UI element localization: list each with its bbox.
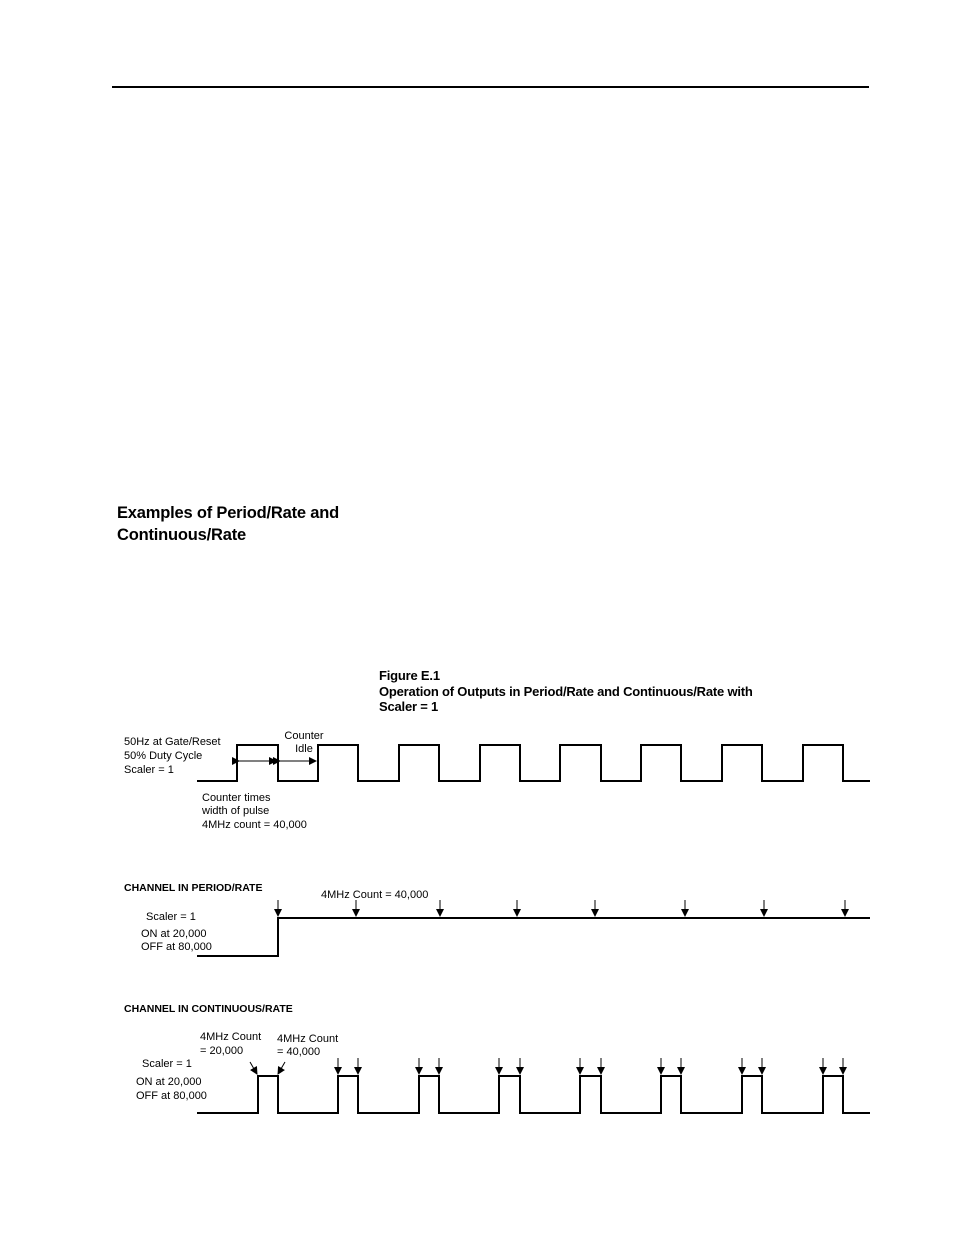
period-rate-on: ON at 20,000 [141, 928, 207, 940]
continuous-count2-line2: = 40,000 [277, 1046, 321, 1058]
continuous-rate-off: OFF at 80,000 [136, 1090, 207, 1102]
section-heading-line2: Continuous/Rate [117, 526, 246, 544]
continuous-rate-title: CHANNEL IN CONTINUOUS/RATE [124, 1003, 293, 1015]
period-rate-title: CHANNEL IN PERIOD/RATE [124, 882, 263, 894]
continuous-count1-line1: 4MHz Count [200, 1031, 262, 1043]
figure-title-line1: Operation of Outputs in Period/Rate and Continuous/Rate with [379, 683, 753, 699]
continuous-rate-on: ON at 20,000 [136, 1076, 202, 1088]
continuous-rate-scaler: Scaler = 1 [142, 1058, 192, 1070]
period-rate-off: OFF at 80,000 [141, 941, 212, 953]
continuous-count1-callout [250, 1062, 257, 1074]
counter-note-1: Counter times [202, 792, 271, 804]
period-rate-scaler: Scaler = 1 [146, 911, 196, 923]
period-rate-markers [278, 900, 845, 916]
input-label-frequency: 50Hz at Gate/Reset [124, 736, 221, 748]
continuous-count2-line1: 4MHz Count [277, 1033, 339, 1045]
input-label-duty: 50% Duty Cycle [124, 750, 203, 762]
input-waveform-group [124, 730, 870, 831]
counter-note-2: width of pulse [202, 805, 270, 817]
continuous-count2-callout [278, 1062, 285, 1074]
period-rate-waveform [197, 918, 870, 956]
counter-idle-label-2: Idle [295, 743, 313, 755]
period-rate-group [124, 882, 870, 956]
counter-idle-label-1: Counter [284, 730, 324, 742]
counter-note-3: 4MHz count = 40,000 [202, 819, 307, 831]
continuous-rate-group [124, 1003, 870, 1113]
continuous-rate-markers [338, 1058, 843, 1074]
figure-label: Figure E.1 [379, 668, 440, 683]
figure-title-line2: Scaler = 1 [379, 699, 439, 714]
section-heading-line1: Examples of Period/Rate and [117, 504, 339, 522]
input-label-scaler: Scaler = 1 [124, 764, 174, 776]
period-rate-count-label: 4MHz Count = 40,000 [321, 889, 429, 901]
continuous-rate-waveform [197, 1076, 870, 1113]
continuous-count1-line2: = 20,000 [200, 1045, 244, 1057]
